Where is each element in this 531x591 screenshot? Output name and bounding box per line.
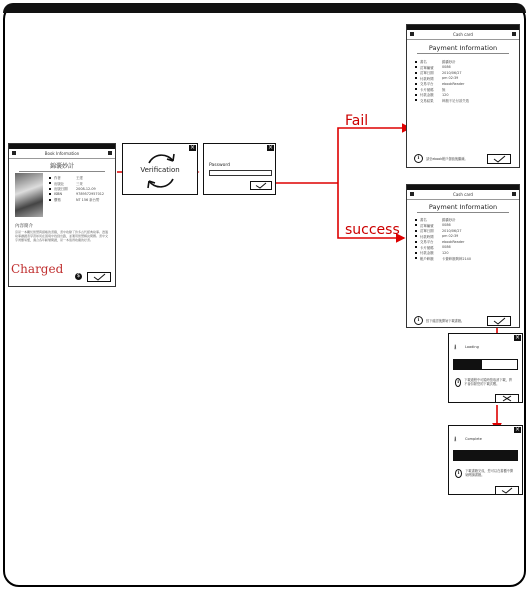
payment-field-row: 付款時間 pm 02:39 xyxy=(415,76,469,82)
info-icon: i xyxy=(455,469,462,478)
complete-note-text: 下載書籍完成，您可以在書櫃中開始閱讀書籍。 xyxy=(465,469,514,477)
dollar-icon: $ xyxy=(76,273,81,279)
close-icon[interactable]: × xyxy=(189,144,196,151)
book-field-row: 出版日期 2008-12-09 xyxy=(49,186,104,192)
book-field-row: 作者 王建 xyxy=(49,175,104,181)
payment-title: Payment Information xyxy=(417,203,509,213)
check-icon xyxy=(488,155,510,163)
loading-note xyxy=(455,378,515,387)
check-icon xyxy=(88,273,110,281)
charged-label: Charged xyxy=(11,262,64,276)
payment-field-row: 付款時間 pm 02:39 xyxy=(415,234,471,240)
check-icon xyxy=(251,182,271,189)
payment-note-text: 按下確認後開始下載書籍。 xyxy=(426,319,465,323)
complete-note xyxy=(455,469,515,478)
payment-field-row: 訂單日期 2010/06/27 xyxy=(415,70,469,76)
book-title: 錦囊妙計 xyxy=(19,161,105,172)
close-icon[interactable]: × xyxy=(514,426,521,433)
payment-field-row: 訂單編號 0086 xyxy=(415,223,471,229)
book-field-row: 價格 NT 156 新台幣 xyxy=(49,197,104,203)
verification-screen xyxy=(122,143,198,195)
payment-note-text: 請至ebook帳戶儲值後繼續。 xyxy=(426,157,468,161)
menu-icon[interactable] xyxy=(512,192,516,196)
download-icon: ⭳ xyxy=(454,435,457,443)
complete-dialog xyxy=(448,425,523,495)
intro-title: 內容簡介 xyxy=(15,224,33,229)
complete-confirm-button[interactable] xyxy=(495,486,519,495)
book-field-row: ISBN 9789572957012 xyxy=(49,192,104,198)
password-confirm-button[interactable] xyxy=(250,181,272,190)
complete-progress-bar xyxy=(453,450,518,461)
book-cover-image xyxy=(15,173,43,217)
book-fields xyxy=(49,175,104,203)
payment-note xyxy=(414,316,464,325)
download-icon: ⭳ xyxy=(454,343,457,351)
intro-text: 這是一本關於智慧與謀略的書籍，書中收錄了許多古代經典故事。透過故事讓讀者學習如何在困境中找到出路，並運用智慧解決問題。書中文字淺顯易懂，適合各年齡層閱讀，是一本值得收藏的好書。 xyxy=(15,230,109,242)
verification-label: Verification xyxy=(140,166,180,174)
payment-field-row: 交易結果 餘額不足付款失敗 xyxy=(415,98,469,104)
close-icon[interactable]: × xyxy=(514,334,521,341)
info-icon: i xyxy=(455,378,461,387)
payment-field-row: 付款金額 120 xyxy=(415,92,469,98)
payment-fields xyxy=(415,59,469,103)
loading-label: Loading xyxy=(465,345,479,349)
password-label: Password xyxy=(209,163,231,168)
title-bar-label: Cash card xyxy=(453,32,473,37)
fail-label: Fail xyxy=(345,113,369,129)
loading-dialog xyxy=(448,333,523,403)
fail-confirm-button[interactable] xyxy=(487,154,511,164)
password-input[interactable] xyxy=(209,170,272,176)
info-icon: i xyxy=(414,316,423,325)
check-icon xyxy=(488,317,510,325)
book-field-row: 出版社 三采 xyxy=(49,181,104,187)
title-bar-label: Book Information xyxy=(44,151,80,156)
title-bar xyxy=(407,190,519,200)
complete-label: Complete xyxy=(465,437,482,441)
payment-field-row: 書名 錦囊妙計 xyxy=(415,217,471,223)
back-icon[interactable] xyxy=(410,32,414,36)
payment-field-row: 書名 錦囊妙計 xyxy=(415,59,469,65)
payment-field-row: 帳戶餘額 卡費餘額剩餘2140 xyxy=(415,256,471,262)
payment-note xyxy=(414,154,468,163)
title-bar-label: Cash card xyxy=(453,192,473,197)
password-screen xyxy=(203,143,276,195)
payment-fail-screen xyxy=(406,24,520,168)
loading-progress-fill xyxy=(454,360,482,369)
success-label: success xyxy=(345,222,400,238)
complete-progress-fill xyxy=(454,451,517,460)
payment-field-row: 付款金額 120 xyxy=(415,250,471,256)
payment-field-row: 訂單日期 2010/06/27 xyxy=(415,228,471,234)
success-confirm-button[interactable] xyxy=(487,316,511,326)
loading-progress-bar xyxy=(453,359,518,370)
back-icon[interactable] xyxy=(12,151,16,155)
menu-icon[interactable] xyxy=(108,151,112,155)
cancel-x-icon xyxy=(496,395,518,402)
close-icon[interactable]: × xyxy=(267,144,274,151)
payment-field-row: 交易平台 ebookReader xyxy=(415,81,469,87)
payment-title: Payment Information xyxy=(417,44,509,54)
payment-field-row: 卡片號碼 無 xyxy=(415,87,469,93)
cancel-download-button[interactable] xyxy=(495,394,519,403)
payment-fields xyxy=(415,217,471,261)
buy-confirm-button[interactable] xyxy=(87,272,111,282)
payment-field-row: 卡片號碼 0086 xyxy=(415,245,471,251)
menu-icon[interactable] xyxy=(512,32,516,36)
title-bar xyxy=(407,30,519,40)
book-info-screen xyxy=(8,143,116,287)
payment-field-row: 交易平台 ebookReader xyxy=(415,239,471,245)
arrow-fail xyxy=(338,128,410,183)
back-icon[interactable] xyxy=(410,192,414,196)
title-bar xyxy=(9,149,115,159)
info-icon: i xyxy=(414,154,423,163)
payment-success-screen xyxy=(406,184,520,328)
payment-field-row: 訂單編號 0086 xyxy=(415,65,469,71)
loading-note-text: 下載過程中可隨時按取消下載，將不會扣除您的下載次數。 xyxy=(464,378,513,386)
check-icon xyxy=(496,487,518,494)
